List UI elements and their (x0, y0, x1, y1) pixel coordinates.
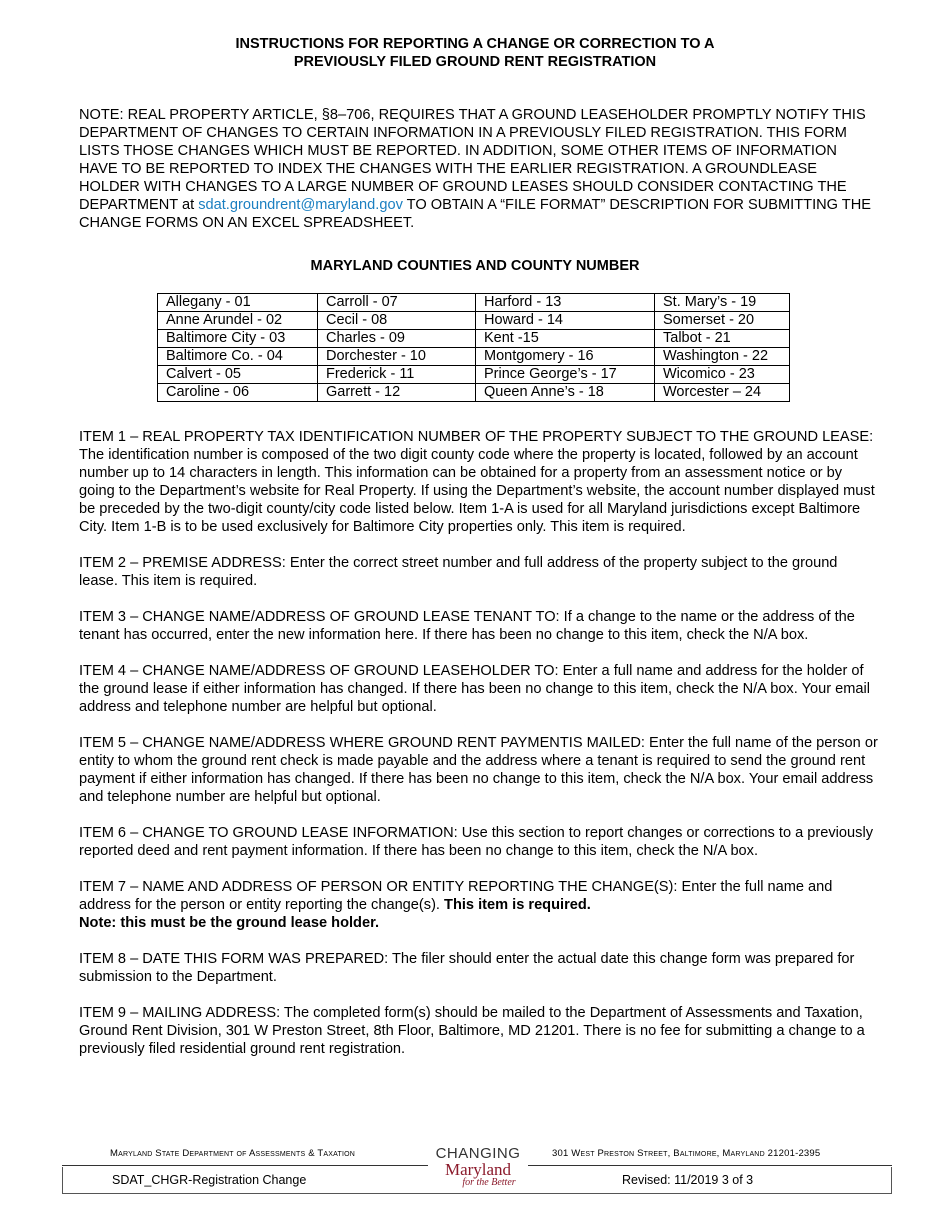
county-cell: Frederick - 11 (318, 366, 476, 384)
item-8-paragraph: ITEM 8 – DATE THIS FORM WAS PREPARED: The filer should enter the actual date this change form was prepared for submission to the Department. (79, 951, 855, 985)
title-line-2: PREVIOUSLY FILED GROUND RENT REGISTRATION (293, 54, 657, 70)
footer-document-name: SDAT_CHGR-Registration Change (112, 1173, 307, 1187)
county-cell: Anne Arundel - 02 (158, 312, 318, 330)
county-cell: Garrett - 12 (318, 384, 476, 402)
footer-revision: Revised: 11/2019 3 of 3 (622, 1173, 754, 1187)
county-cell: Allegany - 01 (158, 294, 318, 312)
county-cell: Carroll - 07 (318, 294, 476, 312)
table-row (158, 348, 790, 366)
county-cell: Wicomico - 23 (655, 366, 790, 384)
item-9-paragraph: ITEM 9 – MAILING ADDRESS: The completed form(s) should be mailed to the Department of Assessments and Taxation, Ground Rent Division, 301 W Preston Street, 8th Floor, Baltimore, MD 21201. There is no fee for submitting a change to a previously filed residential ground rent registration. (79, 1005, 865, 1057)
note-text-after-link: TO OBTAIN A “FILE FORMAT” DESCRIPTION FOR SUBMITTING THE CHANGE FORMS ON AN EXCEL SPREADSHEET. (79, 197, 871, 231)
table-row (158, 294, 790, 312)
counties-table (157, 293, 790, 402)
instruction-items (79, 428, 879, 1076)
item-7-paragraph (79, 878, 879, 932)
county-cell: Charles - 09 (318, 330, 476, 348)
county-cell: Talbot - 21 (655, 330, 790, 348)
email-link[interactable]: sdat.groundrent@maryland.gov (198, 197, 403, 213)
title-line-1: INSTRUCTIONS FOR REPORTING A CHANGE OR CORRECTION TO A (235, 36, 715, 52)
item-2-paragraph: ITEM 2 – PREMISE ADDRESS: Enter the correct street number and full address of the property subject to the ground lease. This item is required. (79, 555, 838, 589)
counties-heading: MARYLAND COUNTIES AND COUNTY NUMBER (310, 258, 640, 274)
item-7-text: ITEM 7 – NAME AND ADDRESS OF PERSON OR ENTITY REPORTING THE CHANGE(S): Enter the full name and address for the person or entity reporting the change(s). (79, 879, 833, 913)
table-row (158, 330, 790, 348)
county-cell: Calvert - 05 (158, 366, 318, 384)
county-cell: Howard - 14 (476, 312, 655, 330)
table-row (158, 384, 790, 402)
document-title (0, 35, 950, 71)
footer-address: 301 West Preston Street, Baltimore, Maryland 21201-2395 (552, 1148, 821, 1159)
item-7-required: This item is required. (444, 897, 591, 913)
item-3-paragraph: ITEM 3 – CHANGE NAME/ADDRESS OF GROUND LEASE TENANT TO: If a change to the name or the address of the tenant has occurred, enter the new information here. If there has been no change to this item, check the N/A box. (79, 609, 855, 643)
county-cell: Baltimore City - 03 (158, 330, 318, 348)
logo-maryland-text: Maryland (444, 1160, 512, 1179)
table-row (158, 312, 790, 330)
county-cell: St. Mary’s - 19 (655, 294, 790, 312)
table-row (158, 366, 790, 384)
county-cell: Cecil - 08 (318, 312, 476, 330)
item-1-paragraph: ITEM 1 – REAL PROPERTY TAX IDENTIFICATION NUMBER OF THE PROPERTY SUBJECT TO THE GROUND LEASE: The identification number is composed of the two digit county code where the property is located, followed by an account number up to 14 characters in length. This information can be obtained for a property from an assessment notice or by going to the Department’s website for Real Property. If using the Department’s website, the account number displayed must be preceded by the two-digit county/city code listed below. Item 1-A is used for all Maryland jurisdictions except Baltimore City. Item 1-B is to be used exclusively for Baltimore City properties only. This item is required. (79, 429, 875, 535)
county-cell: Washington - 22 (655, 348, 790, 366)
item-5-paragraph: ITEM 5 – CHANGE NAME/ADDRESS WHERE GROUND RENT PAYMENTIS MAILED: Enter the full name of the person or entity to whom the ground rent check is made payable and the address where a tenant is required to send the ground rent payment if either information has changed. If there has been no change to this item, check the N/A box. Your email address and telephone number are helpful but optional. (79, 735, 878, 805)
note-paragraph (79, 106, 879, 232)
county-cell: Caroline - 06 (158, 384, 318, 402)
county-cell: Kent -15 (476, 330, 655, 348)
county-cell: Somerset - 20 (655, 312, 790, 330)
note-text-before-link: NOTE: REAL PROPERTY ARTICLE, §8–706, REQUIRES THAT A GROUND LEASEHOLDER PROMPTLY NOTIFY THIS DEPARTMENT OF CHANGES TO CERTAIN INFORMATION IN A PREVIOUSLY FILED REGISTRATION. THIS FORM LISTS THOSE CHANGES WHICH MUST BE REPORTED. IN ADDITION, SOME OTHER ITEMS OF INFORMATION HAVE TO BE REPORTED TO INDEX THE CHANGES WITH THE EARLIER REGISTRATION. A GROUNDLEASE HOLDER WITH CHANGES TO A LARGE NUMBER OF GROUND LEASES SHOULD CONSIDER CONTACTING THE DEPARTMENT at (79, 107, 866, 213)
changing-maryland-logo (428, 1146, 528, 1192)
county-cell: Dorchester - 10 (318, 348, 476, 366)
county-cell: Harford - 13 (476, 294, 655, 312)
item-6-paragraph: ITEM 6 – CHANGE TO GROUND LEASE INFORMATION: Use this section to report changes or corrections to a previously reported deed and rent payment information. If there has been no change to this item, check the N/A box. (79, 825, 873, 859)
county-cell: Queen Anne’s - 18 (476, 384, 655, 402)
item-4-paragraph: ITEM 4 – CHANGE NAME/ADDRESS OF GROUND LEASEHOLDER TO: Enter a full name and address for the holder of the ground lease if either information has changed. If there has been no change to this item, check the N/A box. Your email address and telephone number are helpful but optional. (79, 663, 870, 715)
county-cell: Baltimore Co. - 04 (158, 348, 318, 366)
county-cell: Montgomery - 16 (476, 348, 655, 366)
county-cell: Worcester – 24 (655, 384, 790, 402)
logo-better-text: for the Better (462, 1177, 516, 1188)
logo-changing-text: CHANGING (435, 1145, 521, 1162)
item-7-note: Note: this must be the ground lease holder. (79, 915, 380, 931)
footer-agency: Maryland State Department of Assessments & Taxation (110, 1148, 356, 1159)
county-cell: Prince George’s - 17 (476, 366, 655, 384)
